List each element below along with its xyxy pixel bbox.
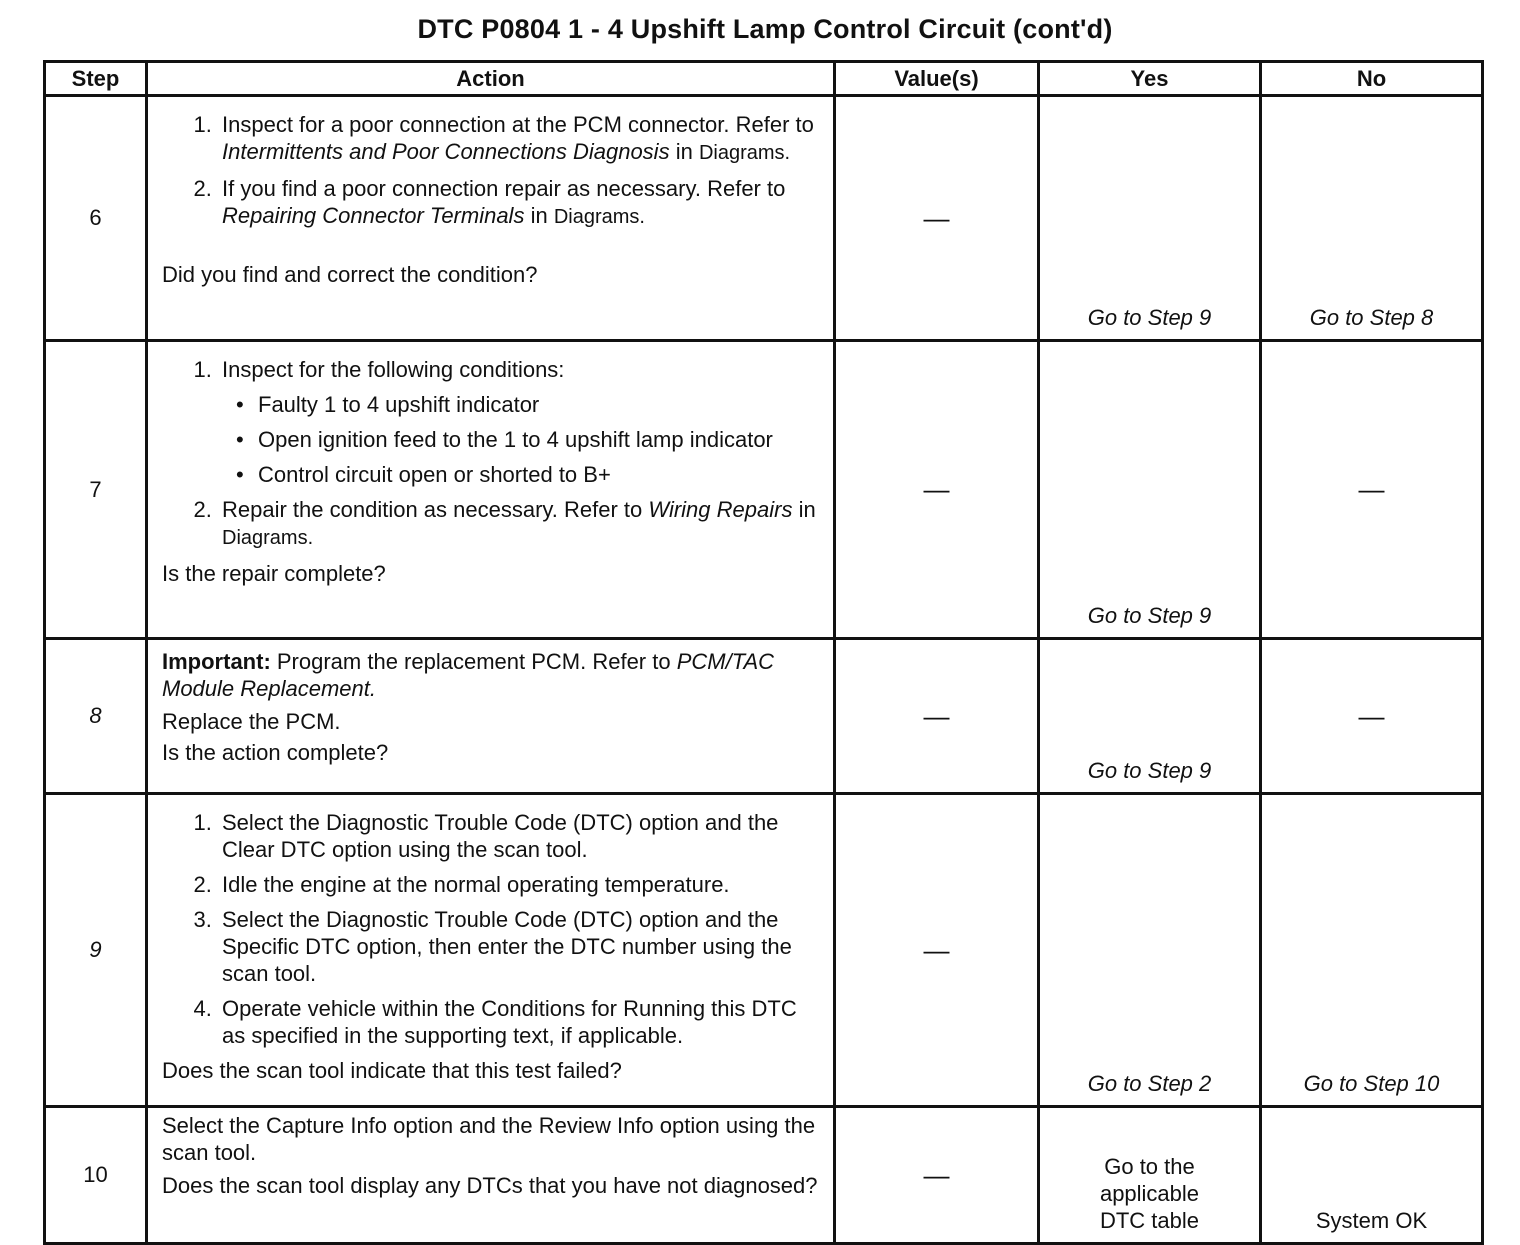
table-row: [45, 1107, 1483, 1244]
reference-link: Wiring Repairs: [648, 497, 793, 522]
action-list: [162, 356, 823, 552]
step-number: 7: [45, 341, 147, 639]
list-item: [218, 496, 823, 552]
list-item: 1. Select the Diagnostic Trouble Code (DTC) option and the Clear DTC option using the scan tool.: [218, 809, 823, 863]
list-item: 2. Idle the engine at the normal operating temperature.: [218, 871, 823, 898]
step-number: 9: [45, 794, 147, 1107]
no-cell: —: [1261, 341, 1483, 639]
action-cell: [147, 96, 835, 341]
diagnostic-table: [43, 60, 1484, 1245]
action-question: Is the action complete?: [162, 740, 389, 765]
yes-cell: Go to Step 9: [1039, 341, 1261, 639]
no-cell: Go to Step 8: [1261, 96, 1483, 341]
action-cell: [147, 1107, 835, 1244]
action-text: Program the replacement PCM. Refer to: [270, 649, 677, 674]
header-step: Step: [45, 62, 147, 96]
list-item: 3. Select the Diagnostic Trouble Code (DTC) option and the Specific DTC option, then enter the DTC number using the scan tool.: [218, 906, 823, 987]
bullet-item: • Open ignition feed to the 1 to 4 upshift lamp indicator: [258, 426, 823, 453]
header-action: Action: [147, 62, 835, 96]
important-label: Important:: [162, 649, 271, 674]
header-yes: Yes: [1039, 62, 1261, 96]
action-text: If you find a poor connection repair as necessary. Refer to: [222, 176, 786, 201]
yes-text: Go to the applicable DTC table: [1099, 1154, 1200, 1233]
table-row: [45, 96, 1483, 341]
action-question: Does the scan tool display any DTCs that you have not diagnosed?: [162, 1173, 818, 1198]
action-text: Diagrams.: [553, 206, 645, 228]
action-text: Select the Capture Info option and the Review Info option using the scan tool.: [162, 1113, 816, 1165]
page-title: DTC P0804 1 - 4 Upshift Lamp Control Circuit (cont'd): [417, 14, 1113, 44]
reference-link: Intermittents and Poor Connections Diagnosis: [222, 139, 670, 164]
no-cell: —: [1261, 639, 1483, 794]
no-cell: System OK: [1261, 1107, 1483, 1244]
action-cell: [147, 639, 835, 794]
no-cell: Go to Step 10: [1261, 794, 1483, 1107]
bullet-item: • Faulty 1 to 4 upshift indicator: [258, 391, 823, 418]
yes-cell: Go to Step 9: [1039, 96, 1261, 341]
action-text: in: [524, 203, 554, 228]
action-question: Did you find and correct the condition?: [162, 262, 538, 287]
action-list: [162, 111, 823, 231]
header-values: Value(s): [835, 62, 1039, 96]
bullet-item: • Control circuit open or shorted to B+: [258, 461, 823, 488]
action-text: Replace the PCM.: [162, 709, 341, 734]
list-item: [218, 175, 823, 231]
action-text: Repair the condition as necessary. Refer to: [222, 497, 649, 522]
action-cell: [147, 341, 835, 639]
reference-link: Repairing Connector Terminals: [222, 203, 525, 228]
step-number: 10: [45, 1107, 147, 1244]
header-no: No: [1261, 62, 1483, 96]
value-cell: —: [835, 341, 1039, 639]
bullet-list: [222, 391, 823, 488]
value-cell: —: [835, 1107, 1039, 1244]
action-text: Diagrams.: [222, 527, 314, 549]
table-row: [45, 341, 1483, 639]
list-item: [218, 111, 823, 167]
list-item: [218, 356, 823, 488]
header-row: [45, 62, 1483, 96]
yes-cell: Go to Step 9: [1039, 639, 1261, 794]
yes-cell: [1039, 1107, 1261, 1244]
action-text: Inspect for the following conditions:: [222, 357, 565, 382]
table-row: [45, 794, 1483, 1107]
action-text: Diagrams.: [698, 142, 791, 164]
action-text: Inspect for a poor connection at the PCM connector. Refer to: [222, 112, 814, 137]
step-number: 6: [45, 96, 147, 341]
value-cell: —: [835, 639, 1039, 794]
step-number: 8: [45, 639, 147, 794]
action-list: [162, 809, 823, 1049]
action-question: Is the repair complete?: [162, 561, 386, 586]
action-text: in: [792, 497, 816, 522]
table-row: [45, 639, 1483, 794]
value-cell: —: [835, 794, 1039, 1107]
value-cell: —: [835, 96, 1039, 341]
list-item: 4. Operate vehicle within the Conditions for Running this DTC as specified in the supporting text, if applicable.: [218, 995, 823, 1049]
action-text: in: [669, 139, 699, 164]
reference-link: PCM/TAC Module Replacement.: [162, 649, 775, 701]
action-cell: [147, 794, 835, 1107]
important-note: [162, 648, 823, 702]
action-question: Does the scan tool indicate that this test failed?: [162, 1058, 622, 1083]
yes-cell: Go to Step 2: [1039, 794, 1261, 1107]
